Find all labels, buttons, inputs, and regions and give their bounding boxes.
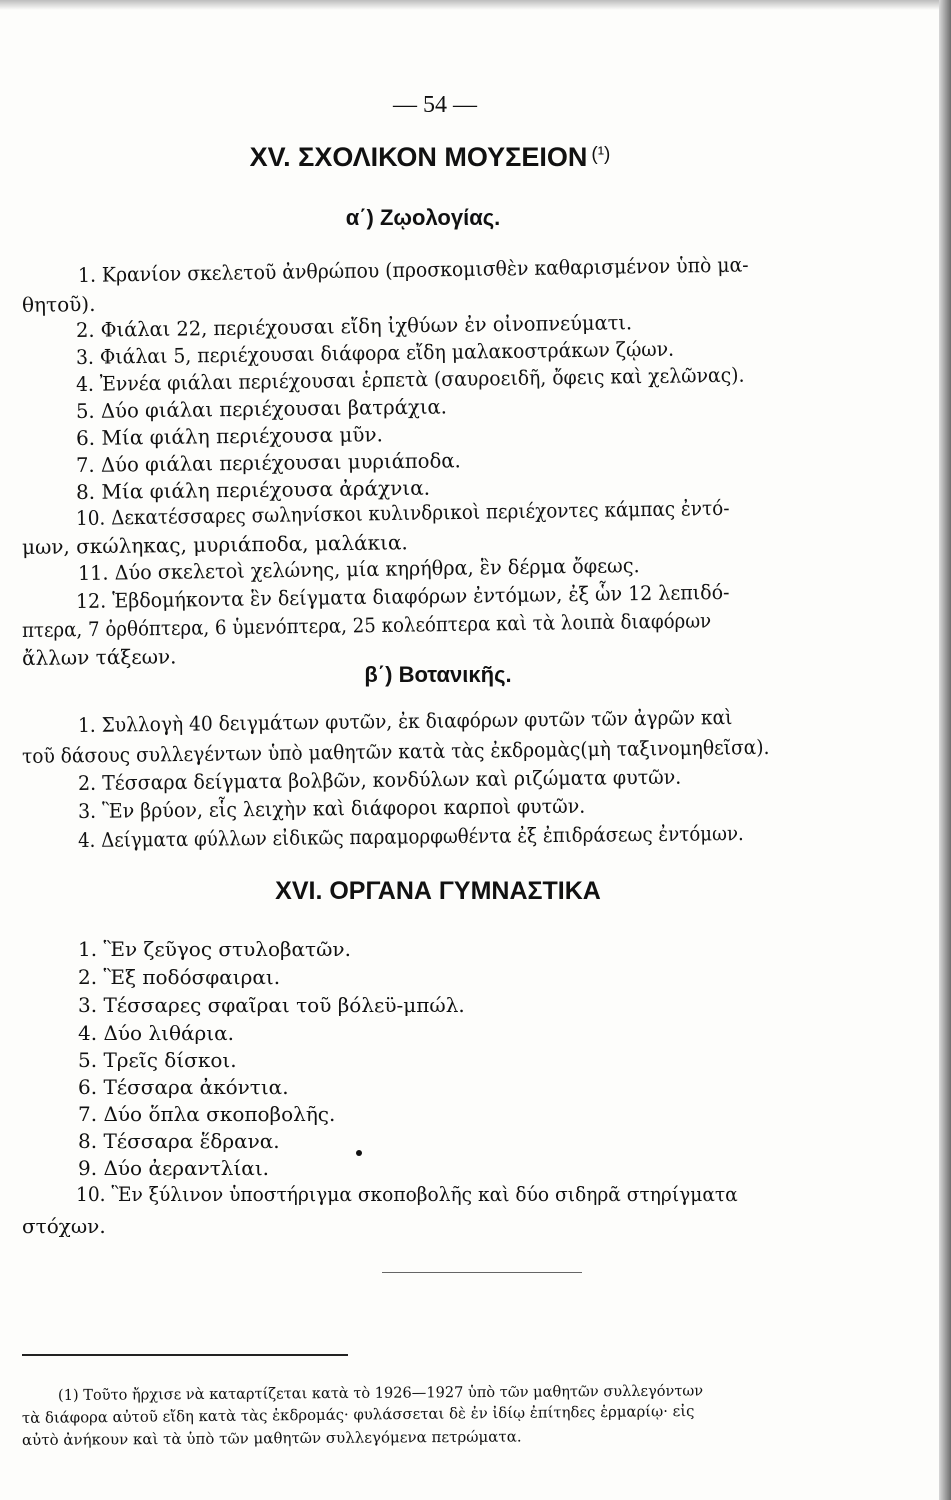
gym-line: στόχων. — [22, 1214, 106, 1238]
botany-line: τοῦ δάσους συλλεγέντων ὑπὸ μαθητῶν κατὰ τὰς ἐκδρομὰς(μὴ ταξινομηθεῖσα). — [21, 734, 770, 768]
gym-line: 7. Δύο ὅπλα σκοποβολῆς. — [78, 1102, 336, 1126]
botany-line: 4. Δείγματα φύλλων εἰδικῶς παραμορφωθέντα ἐξ ἐπιδράσεως ἐντόμων. — [77, 821, 744, 852]
zoology-heading: α΄) Ζῳολογίας. — [345, 205, 501, 230]
botany-heading: β΄) Βοτανικῆς. — [364, 662, 512, 687]
footnote-line: αὐτὸ ἀνήκουν καὶ τὰ ὑπὸ τῶν μαθητῶν συλλεγόμενα πετρώματα. — [21, 1427, 522, 1449]
gym-line: 4. Δύο λιθάρια. — [78, 1021, 234, 1045]
gym-line: 1. Ἓν ζεῦγος στυλοβατῶν. — [78, 937, 351, 961]
scan-top-edge — [0, 0, 951, 10]
gym-line: 6. Τέσσαρα ἀκόντια. — [78, 1075, 289, 1099]
zoology-line: 4. Ἐννέα φιάλαι περιέχουσαι ἑρπετὰ (σαυροειδῆ, ὄφεις καὶ χελῶνας). — [75, 362, 745, 396]
footnote-line: (1) Τοῦτο ἤρχισε νὰ καταρτίζεται κατὰ τὸ 1926—1927 ὑπὸ τῶν μαθητῶν συλλεγόντων — [57, 1381, 704, 1404]
zoology-line: μων, σκώληκας, μυριάποδα, μαλάκια. — [21, 530, 408, 559]
section-xv-title — [0, 142, 860, 173]
zoology-line: 12. Ἑβδομήκοντα ἓν δείγματα διαφόρων ἐντόμων, ἐξ ὧν 12 λεπιδό- — [75, 579, 730, 613]
gym-line: 9. Δύο ἀεραντλίαι. — [78, 1156, 270, 1180]
gym-line: 10. Ἓν ξύλινον ὑποστήριγμα σκοποβολῆς καὶ δύο σιδηρᾶ στηρίγματα — [76, 1182, 738, 1206]
zoology-line: θητοῦ). — [21, 291, 96, 317]
footnote-line: τὰ διάφορα αὐτοῦ εἴδη κατὰ τὰς ἐκδρομάς· φυλάσσεται δὲ ἐν ἰδίῳ ἐπίτηδες ἑρμαρίῳ· εἰς — [21, 1401, 695, 1427]
botany-line: 3. Ἓν βρύον, εἷς λειχὴν καὶ διάφοροι καρποὶ φυτῶν. — [77, 793, 586, 823]
zoology-line: 11. Δύο σκελετοὶ χελώνης, μία κηρήθρα, ἓν δέρμα ὄφεως. — [77, 553, 640, 585]
zoology-line: 6. Μία φιάλη περιέχουσα μῦν. — [75, 422, 384, 450]
gym-line: 3. Τέσσαρες σφαῖραι τοῦ βόλεϋ-μπώλ. — [78, 993, 465, 1017]
gym-line: 8. Τέσσαρα ἕδρανα. — [78, 1129, 280, 1153]
zoology-line: 1. Κρανίον σκελετοῦ ἀνθρώπου (προσκομισθὲν καθαρισμένον ὑπὸ μα- — [77, 252, 749, 287]
footnote-rule — [22, 1354, 348, 1356]
ink-dot — [356, 1150, 362, 1156]
zoology-line: 2. Φιάλαι 22, περιέχουσαι εἴδη ἰχθύων ἐν οἰνοπνεύματι. — [75, 310, 633, 342]
footnote-reference: (¹) — [591, 144, 611, 165]
zoology-line: 3. Φιάλαι 5, περιέχουσαι διάφορα εἴδη μαλακοστράκων ζῴων. — [75, 336, 675, 369]
zoology-line: 5. Δύο φιάλαι περιέχουσαι βατράχια. — [75, 394, 448, 423]
zoology-line: 7. Δύο φιάλαι περιέχουσαι μυριάποδα. — [75, 448, 461, 477]
zoology-line: ἄλλων τάξεων. — [21, 644, 177, 670]
botany-line: 2. Τέσσαρα δείγματα βολβῶν, κονδύλων καὶ ριζώματα φυτῶν. — [77, 764, 682, 795]
zoology-line: 10. Δεκατέσσαρες σωληνίσκοι κυλινδρικοὶ περιέχοντες κάμπας ἐντό- — [75, 495, 730, 530]
section-xvi-title: XVI. ΟΡΓΑΝΑ ΓΥΜΝΑΣΤΙΚΑ — [275, 877, 601, 905]
section-xv-title-text: XV. ΣΧΟΛΙΚΟΝ ΜΟΥΣΕΙΟΝ — [249, 142, 588, 172]
page-number: — 54 — — [393, 92, 477, 118]
botany-line: 1. Συλλογὴ 40 δειγμάτων φυτῶν, ἐκ διαφόρων φυτῶν τῶν ἀγρῶν καὶ — [77, 705, 733, 737]
scan-right-edge — [939, 0, 951, 1500]
section-end-rule — [382, 1272, 582, 1273]
zoology-line: 8. Μία φιάλη περιέχουσα ἀράχνια. — [75, 475, 431, 504]
gym-line: 2. Ἓξ ποδόσφαιραι. — [78, 965, 281, 989]
zoology-line: πτερα, 7 ὀρθόπτερα, 6 ὑμενόπτερα, 25 κολεόπτερα καὶ τὰ λοιπὰ διαφόρων — [21, 608, 712, 642]
gym-line: 5. Τρεῖς δίσκοι. — [78, 1048, 237, 1072]
